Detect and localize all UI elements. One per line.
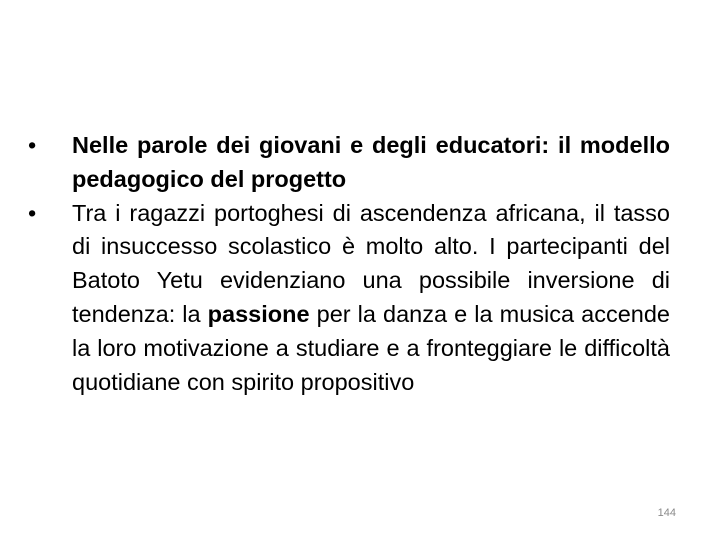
bullet-marker: • [28,199,37,226]
body-text-after: per la danza e la musica accende la loro motivazione a studiare e a fronteggiare le difficoltà quotidiane con spirito propositivo [72,300,670,395]
body-text-emphasis: passione [207,300,310,327]
page-number: 144 [657,507,676,519]
bullet-heading-text: Nelle parole dei giovani e degli educatori: il modello pedagogico del progetto [72,132,670,192]
bullet-body-text [72,197,670,400]
bullet-marker: • [28,132,37,158]
bullet-list [28,129,670,399]
body-text-before: Tra i ragazzi portoghesi di ascendenza africana, il tasso di insuccesso scolastico è molto alto. I partecipanti del Batoto Yetu evidenziano una possibile inversione di tendenza: la [72,199,670,327]
bullet-item-body [28,197,670,400]
bullet-item-heading [28,129,670,197]
